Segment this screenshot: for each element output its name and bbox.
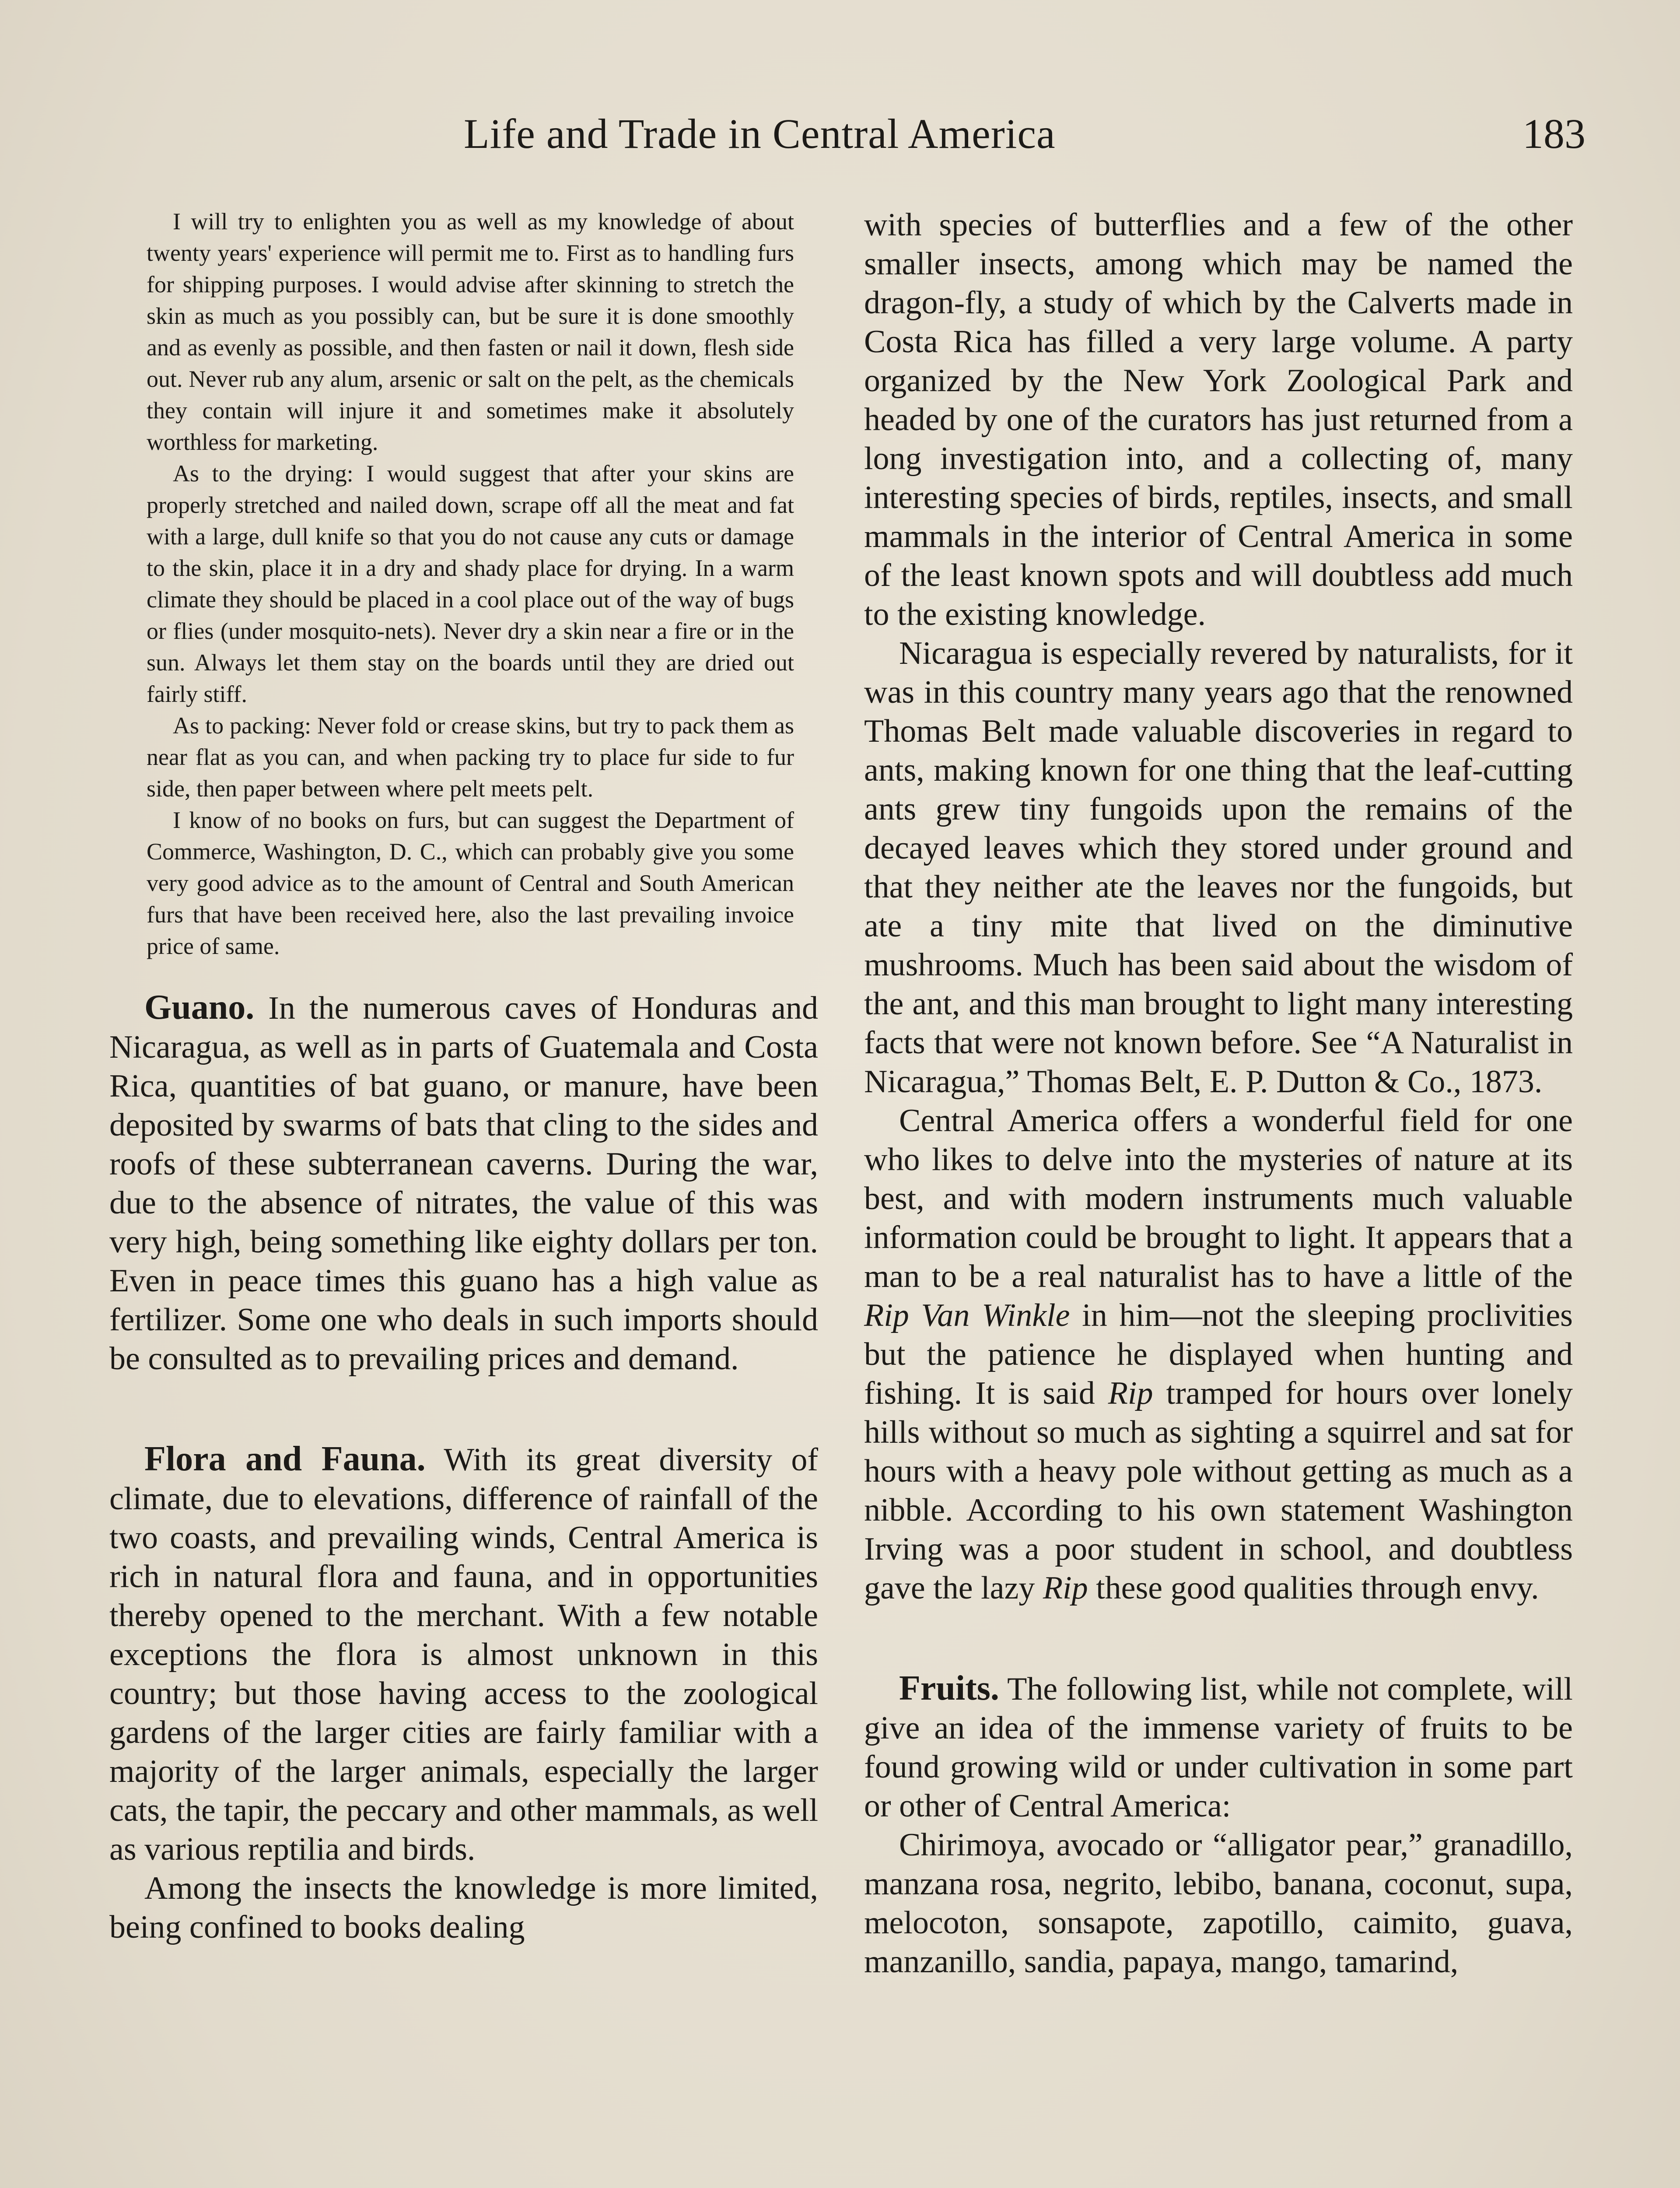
right-column <box>864 206 1573 1981</box>
rip-van-winkle-title: Rip Van Winkle <box>864 1297 1070 1333</box>
flora-fauna-section <box>109 1440 818 1947</box>
naturalist-paragraph <box>864 1101 1573 1608</box>
letter-paragraph: As to the drying: I would suggest that after your skins are properly stretched and nailed down, scrape off all the meat and fat with a large, dull knife so that you do not cause any cuts or damage to the skin, place it in a dry and shady place for drying. In a warm climate they should be placed in a cool place out of the way of bugs or flies (under mosquito-nets). Never dry a skin near a fire or in the sun. Always let them stay on the boards until they are dried out fairly stiff. <box>147 460 794 707</box>
page-header-title: Life and Trade in Central America <box>464 110 1056 157</box>
left-column <box>109 206 818 1947</box>
flora-paragraph <box>109 1440 818 1869</box>
naturalist-text-c: tramped for hours over lonely hills without so much as sighting a squirrel and sat for hours with a heavy pole without getting as much as a nibble. According to his own statement Washington Irving was a poor student in school, and doubtless gave the lazy <box>864 1375 1573 1606</box>
letter-paragraph: I will try to enlighten you as well as my knowledge of about twenty years' experience will permit me to. First as to handling furs for shipping purposes. I would advise after skinning to stretch the skin as much as you possibly can, but be sure it is done smoothly and as evenly as possible, and then fasten or nail it down, flesh side out. Never rub any alum, arsenic or salt on the pelt, as the chemicals they contain will injure it and sometimes make it absolutely worthless for marketing. <box>147 208 794 455</box>
insects-paragraph-start: Among the insects the knowledge is more limited, being confined to books dealing <box>109 1870 818 1945</box>
guano-section <box>109 988 818 1378</box>
letter-paragraph: As to packing: Never fold or crease skins, but try to pack them as near flat as you can, and when packing try to place fur side to fur side, then paper between where pelt meets pelt. <box>147 712 794 802</box>
nicaragua-paragraph: Nicaragua is especially revered by naturalists, for it was in this country many years ago that the renowned Thomas Belt made valuable discoveries in regard to ants, making known for one thing that the leaf-cutting ants grew tiny fungoids upon the remains of the decayed leaves which they stored under ground and that they neither ate the leaves nor the fungoids, but ate a tiny mite that lived on the diminutive mushrooms. Much has been said about the wisdom of the ant, and this man brought to light many interesting facts that were not known before. See “A Naturalist in Nicaragua,” Thomas Belt, E. P. Dutton & Co., 1873. <box>864 635 1573 1100</box>
insects-paragraph-continued: with species of butterflies and a few of the other smaller insects, among which may be named the dragon-fly, a study of which by the Calverts made in Costa Rica has filled a very large volume. A party organized by the New York Zoological Park and headed by one of the curators has just returned from a long investigation into, and a collecting of, many interesting species of birds, reptiles, insects, and small mammals in the interior of Central America in some of the least known spots and will doubtless add much to the existing knowledge. <box>864 207 1573 632</box>
fruits-text: The following list, while not complete, will give an idea of the immense variety of fruits to be found growing wild or under cultivation in some part or other of Central America: <box>864 1671 1573 1824</box>
page-number: 183 <box>1522 110 1586 157</box>
flora-fauna-heading: Flora and Fauna. <box>144 1440 426 1478</box>
guano-text: In the numerous caves of Honduras and Nicaragua, as well as in parts of Guatemala and Costa Rica, quantities of bat guano, or manure, have been deposited by swarms of bats that cling to the sides and roofs of these subterranean caverns. During the war, due to the absence of nitrates, the value of this was very high, being something like eighty dollars per ton. Even in peace times this guano has a high value as fertilizer. Some one who deals in such imports should be consulted as to prevailing prices and demand. <box>109 990 819 1377</box>
naturalist-text-d: these good qualities through envy. <box>1088 1570 1539 1606</box>
quoted-letter <box>147 206 794 962</box>
fruits-list: Chirimoya, avocado or “alligator pear,” granadillo, manzana rosa, negrito, lebibo, banana, coconut, supa, melocoton, sonsapote, zapotillo, caimito, guava, manzanillo, sandia, papaya, mango, tamarind, <box>864 1827 1573 1980</box>
fruits-heading: Fruits. <box>899 1669 999 1708</box>
fruits-section <box>864 1669 1573 1981</box>
running-header <box>0 109 1680 175</box>
guano-heading: Guano. <box>144 988 255 1027</box>
naturalist-text-a: Central America offers a wonderful field for one who likes to delve into the mysteries of nature at its best, and with modern instruments much valuable information could be brought to light. It appears that a man to be a real naturalist has to have a little of the <box>864 1103 1573 1294</box>
right-column-text <box>864 206 1573 1608</box>
rip-name: Rip <box>1043 1570 1088 1606</box>
naturalist-text-b: in him—not the sleeping proclivities but the patience he displayed when hunting and fishing. It is said <box>864 1297 1573 1411</box>
letter-paragraph: I know of no books on furs, but can suggest the Department of Commerce, Washington, D. C., which can probably give you some very good advice as to the amount of Central and South American furs that have been received here, also the last prevailing invoice price of same. <box>147 807 794 959</box>
rip-name: Rip <box>1108 1375 1153 1411</box>
guano-paragraph <box>109 988 818 1378</box>
flora-text: With its great diversity of climate, due to elevations, difference of rainfall of the two coasts, and prevailing winds, Central America is rich in natural flora and fauna, and in opportunities thereby opened to the merchant. With a few notable exceptions the flora is almost unknown in this country; but those having access to the zoological gardens of the larger cities are fairly familiar with a majority of the larger animals, especially the larger cats, the tapir, the peccary and other mammals, as well as various reptilia and birds. <box>109 1442 818 1867</box>
fruits-paragraph <box>864 1669 1573 1826</box>
